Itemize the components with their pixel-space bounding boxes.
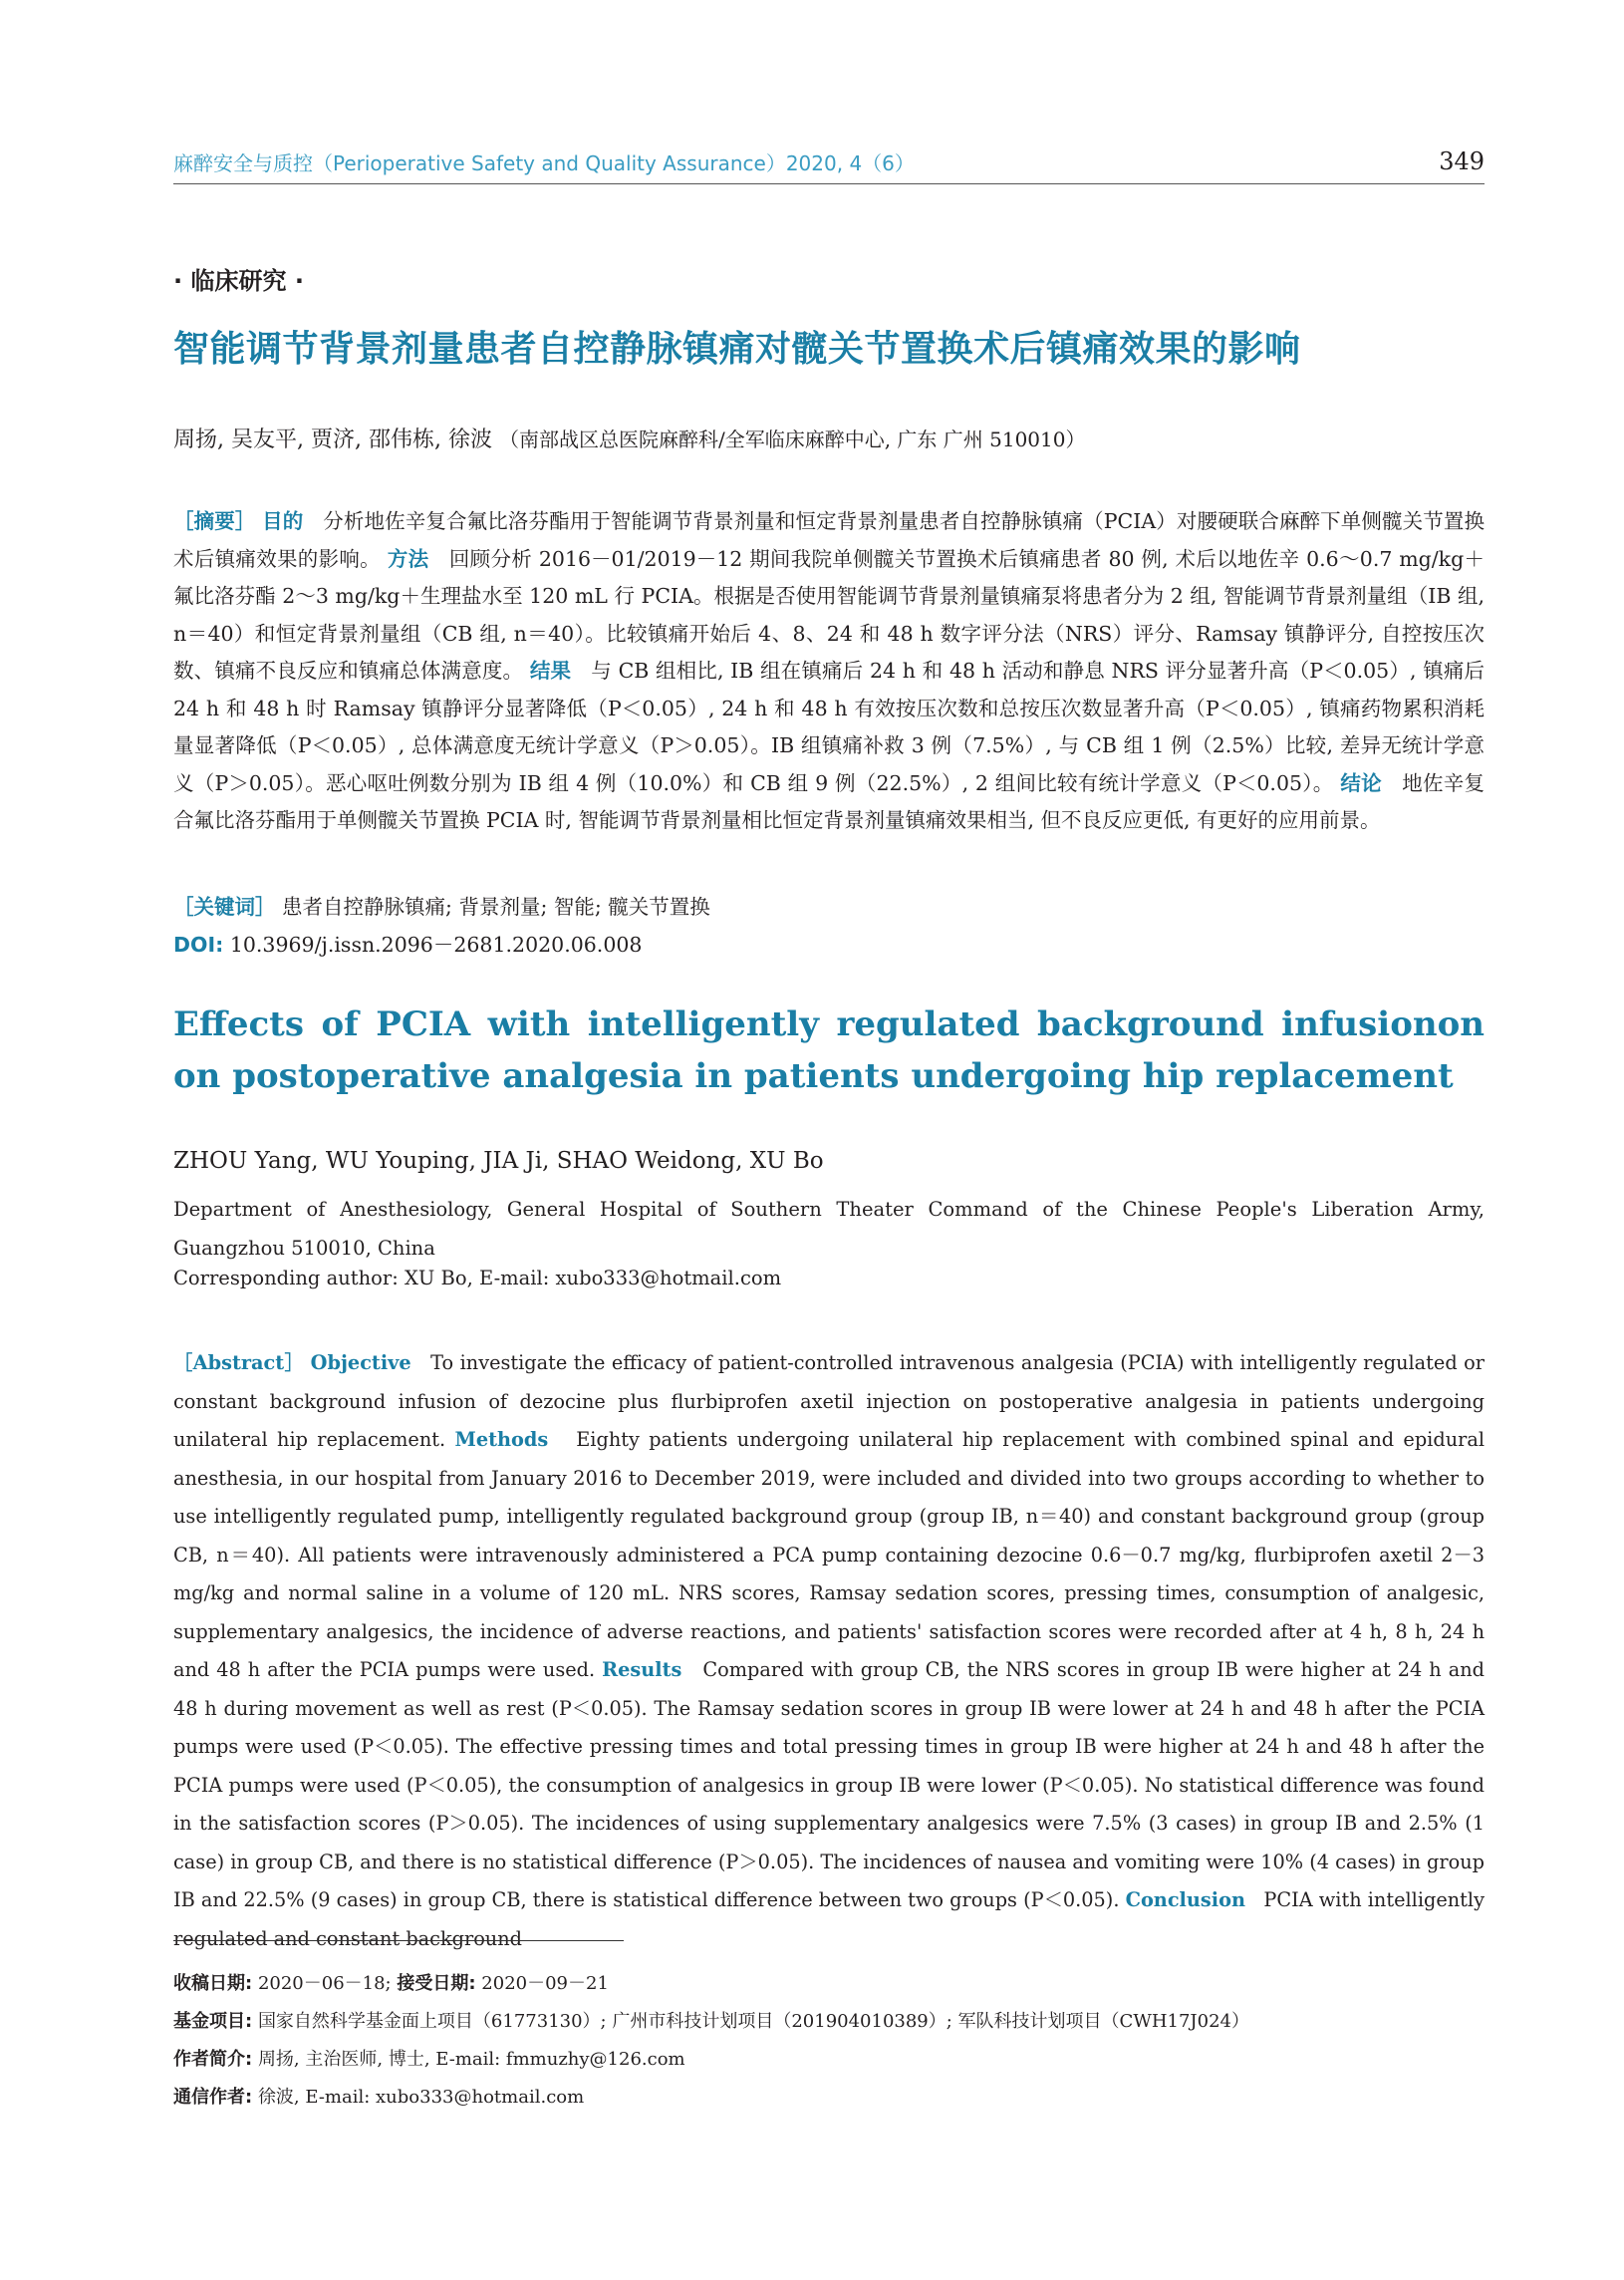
fund-text: 国家自然科学基金面上项目（61773130）; 广州市科技计划项目（201904010389）; 军队科技计划项目（CWH17J024） [257,2011,1249,2032]
results-text: 与 CB 组相比, IB 组在镇痛后 24 h 和 48 h 活动和静息 NRS 评分显著升高（P＜0.05）, 镇痛后 24 h 和 48 h 时 Ramsay 镇静评分显著降低（P＜0.05）, 24 h 和 48 h 有效按压次数和总按压次数显著升高（P＜0.05）, 镇痛药物累积消耗量显著降低（P＜0.05）, 总体满意度无统计学意义（P＞0.05）。IB 组镇痛补救 3 例（7.5%）, 与 CB 组 1 例（2.5%）比较, 差异无统计学意义（P＞0.05）。恶心呕吐例数分别为 IB 组 4 例（10.0%）和 CB 组 9 例（22.5%）, 2 组间比较有统计学意义（P＜0.05）。 [173,659,1486,795]
chinese-title: 智能调节背景剂量患者自控静脉镇痛对髋关节置换术后镇痛效果的影响 [173,329,1301,370]
en-objective-text: To investigate the efficacy of patient-controlled intravenous analgesia (PCIA) with intelligently regulated or constant background infusion of dezocine plus flurbiprofen axetil injection on postoperative analgesia in patients undergoing unilateral hip replacement. [173,1351,1485,1451]
correspondence-text: 徐波, E-mail: xubo333@hotmail.com [257,2087,585,2108]
received-label: 收稿日期: [173,1973,253,1994]
abstract-label: ［摘要］ [173,509,256,533]
running-header [173,147,1485,187]
footnote-fund [173,2007,1249,2033]
en-methods-text: Eighty patients undergoing unilateral hip replacement with combined spinal and epidural anesthesia, in our hospital from January 2016 to December 2019, were included and divided into two groups according to whether to use intelligently regulated pump, intelligently regulated background group (group IB, n＝40) and constant background group (group CB, n＝40). All patients were intravenously administered a PCA pump containing dezocine 0.6－0.7 mg/kg, flurbiprofen axetil 2－3 mg/kg and normal saline in a volume of 120 mL. NRS scores, Ramsay sedation scores, pressing times, consumption of analgesic, supplementary analgesics, the incidence of adverse reactions, and patients' satisfaction scores were recorded after at 4 h, 8 h, 24 h and 48 h after the PCIA pumps were used. [173,1428,1485,1681]
objective-text: 分析地佐辛复合氟比洛芬酯用于智能调节背景剂量和恒定背景剂量患者自控静脉镇痛（PCIA）对腰硬联合麻醉下单侧髋关节置换术后镇痛效果的影响。 [173,509,1486,571]
chinese-abstract [173,503,1485,840]
author-bio-text: 周扬, 主治医师, 博士, E-mail: fmmuzhy@126.com [257,2049,685,2070]
methods-text: 回顾分析 2016－01/2019－12 期间我院单侧髋关节置换术后镇痛患者 80 例, 术后以地佐辛 0.6～0.7 mg/kg＋氟比洛芬酯 2～3 mg/kg＋生理盐水至 120 mL 行 PCIA。根据是否使用智能调节背景剂量镇痛泵将患者分为 2 组, 智能调节背景剂量组（IB 组, n＝40）和恒定背景剂量组（CB 组, n＝40）。比较镇痛开始后 4、8、24 和 48 h 数字评分法（NRS）评分、Ramsay 镇静评分, 自控按压次数、镇痛不良反应和镇痛总体满意度。 [173,546,1486,683]
english-affiliation: Department of Anesthesiology, General Hospital of Southern Theater Command of the Chinese People's Liberation Army, Guangzhou 510010, China [173,1198,1485,1260]
conclusion-text: 地佐辛复合氟比洛芬酯用于单侧髋关节置换 PCIA 时, 智能调节背景剂量相比恒定背景剂量镇痛效果相当, 但不良反应更低, 有更好的应用前景。 [173,770,1486,832]
doi-text: 10.3969/j.issn.2096－2681.2020.06.008 [229,933,643,957]
author-bio-label: 作者简介: [173,2049,253,2070]
chinese-keywords [173,889,710,926]
accepted-date: 2020－09－21 [481,1973,609,1994]
en-objective-label: Objective [310,1351,411,1374]
methods-label: 方法 [387,546,429,571]
doi-label: DOI: [173,933,224,957]
en-results-text: Compared with group CB, the NRS scores in group IB were higher at 24 h and 48 h during movement as well as rest (P＜0.05). The Ramsay sedation scores in group IB were lower at 24 h and 48 h after the PCIA pumps were used (P＜0.05). The effective pressing times and total pressing times in group IB were higher at 24 h and 48 h after the PCIA pumps were used (P＜0.05), the consumption of analgesics in group IB were lower (P＜0.05). No statistical difference was found in the satisfaction scores (P＞0.05). The incidences of using supplementary analgesics were 7.5% (3 cases) in group IB and 2.5% (1 case) in group CB, and there is no statistical difference (P＞0.05). The incidences of nausea and vomiting were 10% (4 cases) in group IB and 22.5% (9 cases) in group CB, there is statistical difference between two groups (P＜0.05). [173,1658,1485,1911]
header-rule [173,183,1485,184]
english-abstract [173,1344,1485,1958]
keywords-text: 患者自控静脉镇痛; 背景剂量; 智能; 髋关节置换 [282,895,710,919]
en-methods-label: Methods [454,1428,549,1451]
page-number: 349 [1439,147,1485,175]
footnote-dates [173,1969,609,1995]
received-date: 2020－06－18; [257,1973,392,1994]
en-results-label: Results [602,1658,682,1681]
correspondence-label: 通信作者: [173,2087,253,2108]
english-authors: ZHOU Yang, WU Youping, JIA Ji, SHAO Weidong, XU Bo [173,1148,824,1174]
chinese-affiliation: （南部战区总医院麻醉科/全军临床麻醉中心, 广东 广州 510010） [498,428,1086,451]
conclusion-label: 结论 [1340,770,1382,795]
english-title: Effects of PCIA with intelligently regulated background infusionon on postoperative analgesia in patients undergoing hip replacement [173,1004,1485,1096]
en-conclusion-text: PCIA with intelligently regulated and constant background [173,1888,1485,1950]
en-abstract-label: ［Abstract］ [173,1351,305,1374]
doi-line [173,927,642,964]
footnote-correspondence [173,2083,584,2109]
corresponding-author: Corresponding author: XU Bo, E-mail: xubo333@hotmail.com [173,1267,782,1289]
chinese-authors: 周扬, 吴友平, 贾济, 邵伟栋, 徐波 [173,428,492,452]
journal-header: 麻醉安全与质控（Perioperative Safety and Quality Assurance）2020, 4（6） [173,151,915,175]
fund-label: 基金项目: [173,2011,253,2032]
footnote-rule [173,1940,624,1941]
footnote-author [173,2045,685,2071]
section-tag: · 临床研究 · [173,267,304,295]
chinese-authors-line [173,423,1085,453]
results-label: 结果 [529,659,572,683]
keywords-label: ［关键词］ [173,895,276,919]
objective-label: 目的 [262,509,304,533]
accepted-label: 接受日期: [397,1973,476,1994]
en-conclusion-label: Conclusion [1125,1888,1245,1911]
